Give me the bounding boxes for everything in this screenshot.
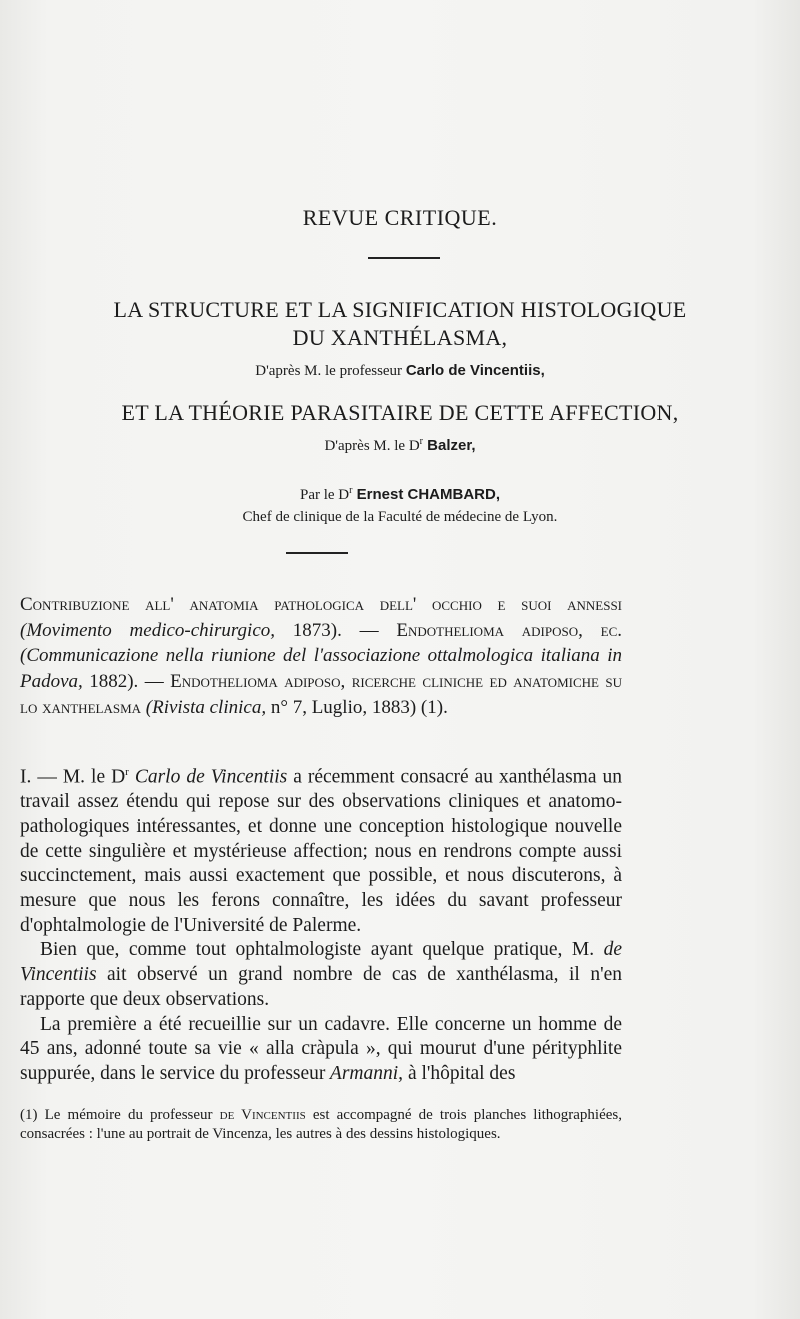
paragraph-2-lead: Bien que, comme tout ophtalmologiste ayant quelque pratique, M. bbox=[40, 939, 595, 961]
header-rule bbox=[368, 257, 440, 259]
reference-1-journal: (Movimento medico-chirurgico, bbox=[20, 619, 276, 641]
paragraph-1 bbox=[20, 760, 622, 938]
author-name: Ernest CHAMBARD, bbox=[352, 486, 500, 503]
author-affiliation: Chef de clinique de la Faculté de médecine de Lyon. bbox=[242, 509, 558, 525]
bibliographic-references bbox=[20, 592, 622, 721]
reference-2-date: 1882). — bbox=[82, 671, 171, 693]
body-text bbox=[20, 760, 622, 1087]
paragraph-3-lead: La première a été recueillie sur un cadavre. Elle concerne un homme de 45 ans, adonné toute sa vie « alla cràpula », qui mourut d'une pérityphlite suppurée, dans le service du professeur bbox=[20, 1013, 622, 1084]
paragraph-2-name: de Vincentiis bbox=[20, 939, 623, 986]
author-superscript: r bbox=[349, 485, 353, 496]
paragraph-1-text: a récemment consacré au xanthélasma un travail assez étendu qui repose sur des observations cliniques et anatomo-pathologiques intéressantes, et donne une conception histologique nouvelle de cette singulière et mystérieuse affection; nous en rendrons compte aussi succinctement, mais aussi exactement que possible, et nous discuterons, à mesure que nous les ferons connaître, les idées du savant professeur d'ophtalmologie de l'Université de Palerme. bbox=[20, 766, 622, 936]
reference-3-journal: (Rivista clinica, bbox=[141, 696, 267, 718]
byline-name: Balzer, bbox=[423, 437, 476, 454]
reference-3-date: n° 7, Luglio, 1883) (1). bbox=[266, 696, 448, 718]
byline-name: Carlo de Vincentiis, bbox=[405, 362, 545, 379]
article-title-line-2: DU XANTHÉLASMA, bbox=[292, 325, 508, 350]
paragraph-1-name: Carlo de Vincentiis bbox=[128, 766, 288, 788]
reference-2-journal: (Communicazione nella riunione del l'associazione ottalmologica italiana in Padova, bbox=[20, 645, 622, 693]
article-subtitle: ET LA THÉORIE PARASITAIRE DE CETTE AFFECTION, bbox=[121, 400, 679, 425]
reference-1-date: 1873). — bbox=[275, 619, 397, 641]
paragraph-1-lead: I. — M. le D bbox=[20, 766, 126, 788]
byline-balzer bbox=[20, 436, 780, 455]
section-header: REVUE CRITIQUE. bbox=[302, 205, 498, 230]
paragraph-3-name: Armanni, bbox=[325, 1062, 404, 1084]
author-line bbox=[20, 485, 780, 504]
paragraph-2-text: ait observé un grand nombre de cas de xanthélasma, il n'en rapporte que deux observations. bbox=[20, 964, 622, 1010]
byline-de-vincentiis bbox=[20, 362, 780, 380]
paragraph-3 bbox=[20, 1013, 622, 1087]
byline-superscript: r bbox=[419, 436, 423, 447]
byline-prefix: D'après M. le D bbox=[324, 438, 420, 454]
footnote-author: de Vincentiis bbox=[219, 1107, 306, 1123]
reference-2-title: Endothelioma adiposo, ec. bbox=[396, 619, 622, 641]
footnote-marker: (1) bbox=[20, 1107, 38, 1123]
footnote bbox=[20, 1106, 622, 1144]
section-rule bbox=[286, 552, 348, 554]
paragraph-1-superscript: r bbox=[125, 766, 129, 778]
byline-prefix: D'après M. le professeur bbox=[255, 363, 406, 379]
article-title-line-1: LA STRUCTURE ET LA SIGNIFICATION HISTOLOGIQUE bbox=[113, 297, 687, 322]
reference-1-title: Contribuzione all' anatomia pathologica dell' occhio e suoi annessi bbox=[20, 594, 622, 615]
author-prefix: Par le D bbox=[299, 487, 350, 503]
paragraph-2 bbox=[20, 938, 622, 1012]
reference-3-title: Endothelioma adiposo, ricerche cliniche ed anatomiche su lo xanthelasma bbox=[20, 671, 622, 718]
paragraph-3-text: à l'hôpital des bbox=[403, 1062, 516, 1084]
footnote-text-a: Le mémoire du professeur bbox=[37, 1107, 220, 1123]
footnote-text-b: est accompagné de trois planches lithographiées, consacrées : l'une au portrait de Vincenza, les autres à des dessins histologiques. bbox=[20, 1107, 622, 1142]
